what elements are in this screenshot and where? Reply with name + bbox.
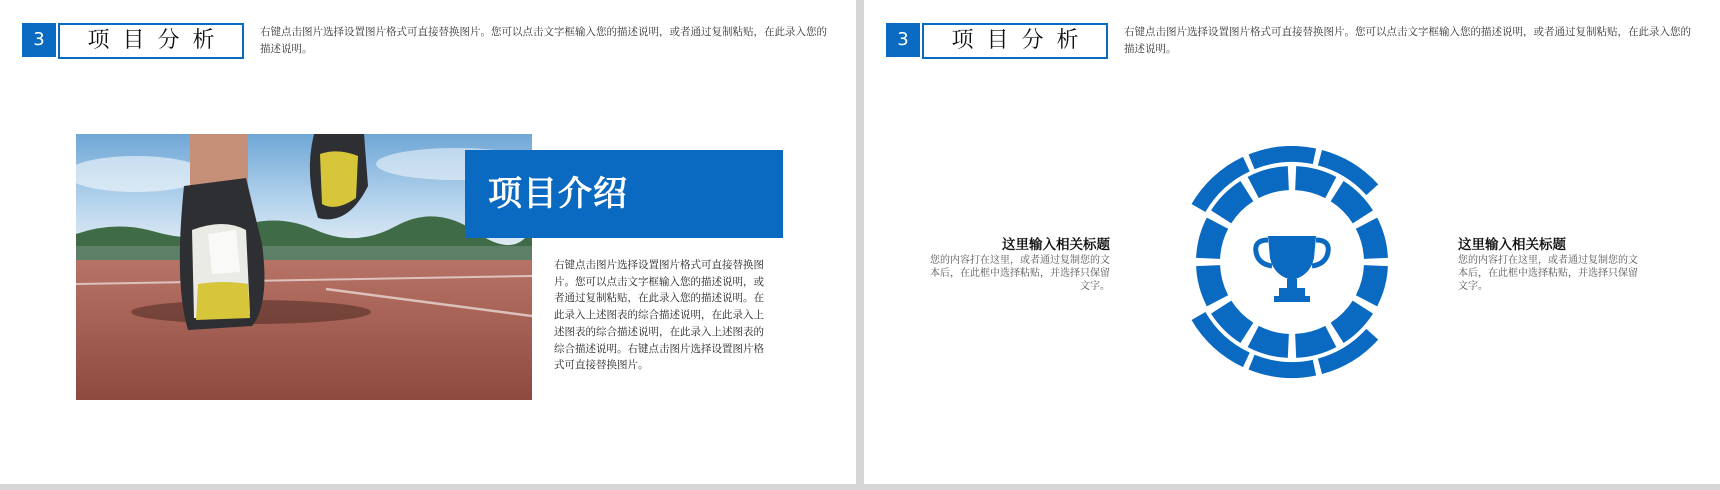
running-shoes-photo[interactable]	[76, 134, 532, 400]
section-number-badge: 3	[22, 23, 56, 57]
intro-title: 项目介绍	[488, 174, 628, 214]
left-block-description: 您的内容打在这里，或者通过复制您的文本后，在此框中选择粘贴，并选择只保留文字。	[930, 255, 1110, 292]
ring-segment	[1248, 166, 1289, 198]
left-block-title: 这里输入相关标题	[1002, 237, 1110, 253]
intro-title-box	[465, 150, 783, 238]
photo-illustration	[76, 134, 532, 400]
section-title: 项目分析	[922, 23, 1108, 59]
intro-body-text: 右键点击图片选择设置图片格式可直接替换图片。您可以点击文字框输入您的描述说明，或者通过复制粘贴，在此录入您的描述说明。在此录入上述图表的综合描述说明，在此录入上述图表的综合描述说明，在此录入上述图表的综合描述说明。右键点击图片选择设置图片格式可直接替换图片。	[554, 259, 764, 372]
trophy-icon	[1256, 236, 1329, 302]
slide-left	[0, 0, 856, 484]
segmented-ring	[1142, 146, 1442, 382]
section-title: 项目分析	[58, 23, 244, 59]
header-description: 右键点击图片选择设置图片格式可直接替换图片。您可以点击文字框输入您的描述说明，或者通过复制粘贴，在此录入您的描述说明。	[260, 26, 827, 55]
right-block-description: 您的内容打在这里，或者通过复制您的文本后，在此框中选择粘贴，并选择只保留文字。	[1458, 255, 1638, 292]
outer-arc-segment	[1249, 355, 1317, 378]
header-description: 右键点击图片选择设置图片格式可直接替换图片。您可以点击文字框输入您的描述说明，或者通过复制粘贴，在此录入您的描述说明。	[1124, 26, 1691, 55]
right-block-title: 这里输入相关标题	[1458, 237, 1566, 253]
trophy-ring-diagram	[1142, 146, 1442, 386]
section-number-badge: 3	[886, 23, 920, 57]
slide-right	[864, 0, 1720, 484]
ring-segment	[1356, 218, 1388, 259]
ring-segment	[1196, 218, 1228, 259]
ring-segment	[1356, 265, 1388, 306]
ring-segment	[1295, 166, 1336, 198]
ring-segment	[1295, 326, 1336, 358]
left-text-block	[926, 236, 1110, 293]
outer-arc-segment	[1249, 146, 1317, 169]
ring-segment	[1196, 265, 1228, 306]
right-text-block	[1458, 236, 1642, 293]
ring-segment	[1248, 326, 1289, 358]
